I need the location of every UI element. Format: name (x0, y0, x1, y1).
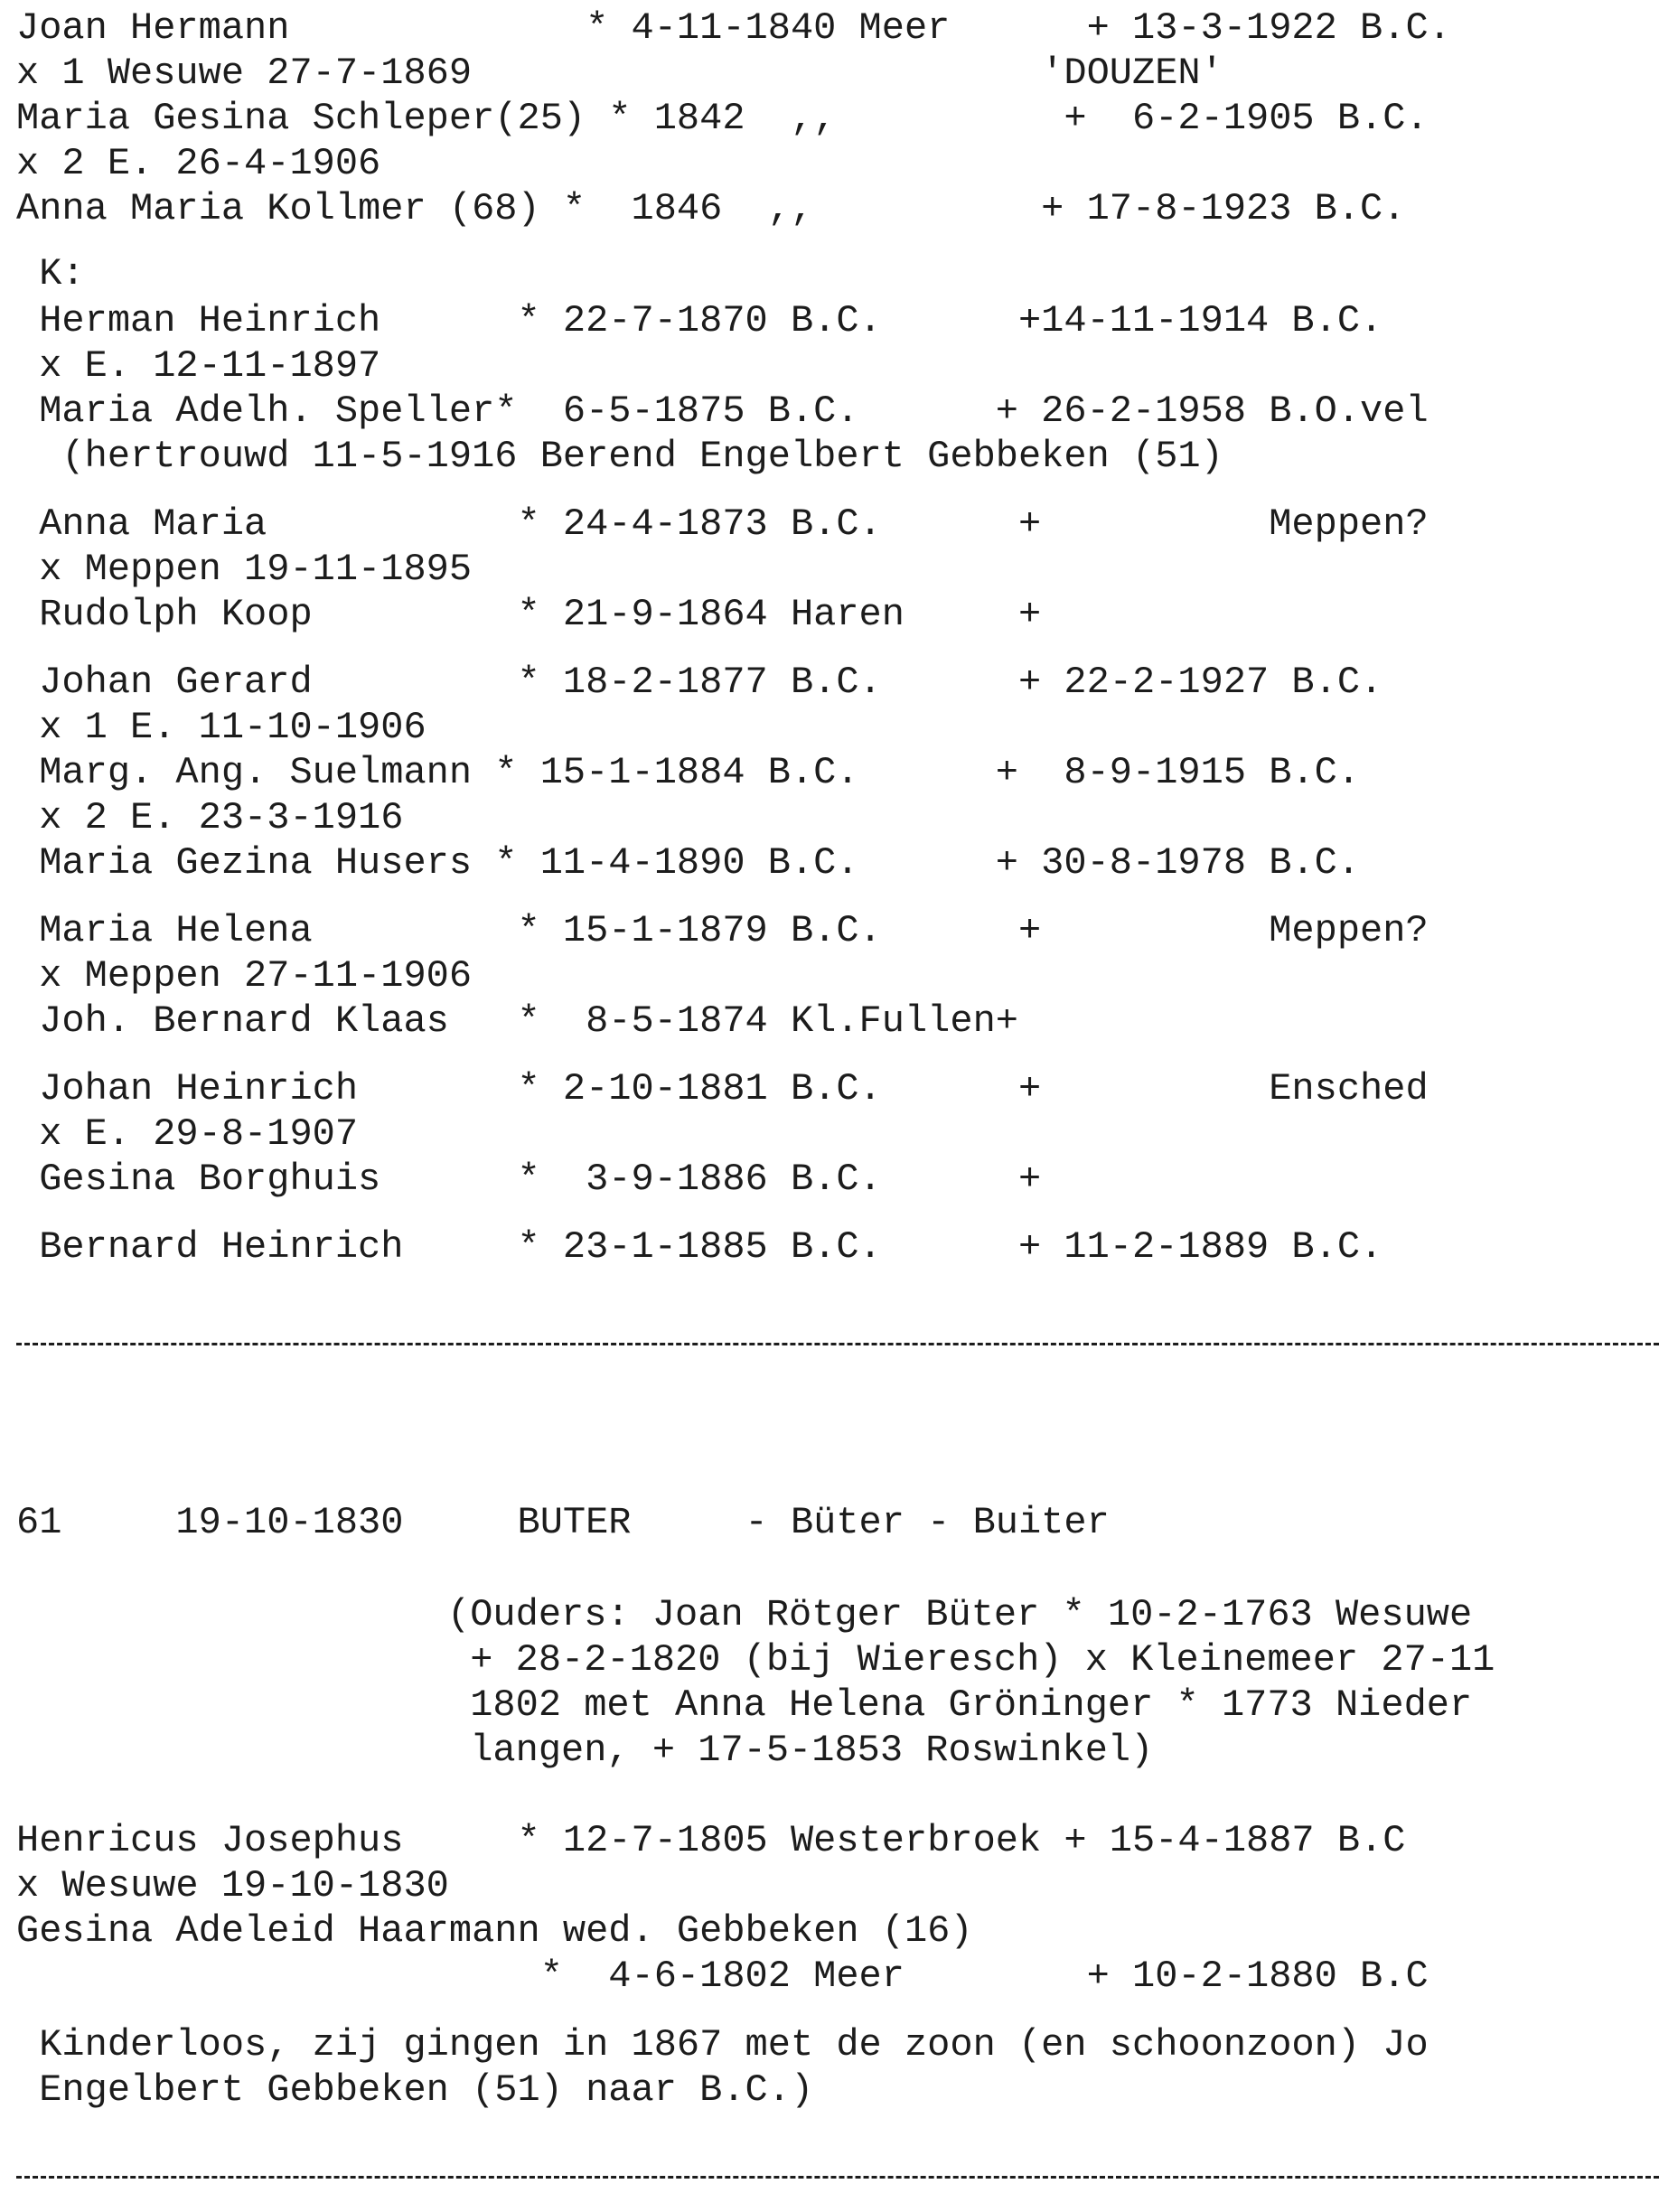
remark-line: Engelbert Gebbeken (51) naar B.C.) (16, 2068, 814, 2112)
record-header: 61 19-10-1830 BUTER - Büter - Buiter (16, 1501, 1110, 1544)
record-line: Rudolph Koop * 21-9-1864 Haren + (16, 593, 1042, 636)
record-line: Maria Gezina Husers * 11-4-1890 B.C. + 30-8-1978 B.C. (16, 841, 1361, 885)
record-line: x 1 E. 11-10-1906 (16, 706, 426, 749)
record-line: Maria Helena * 15-1-1879 B.C. + Meppen? (16, 909, 1429, 952)
record-line: Gesina Borghuis * 3-9-1886 B.C. + (16, 1158, 1042, 1201)
record-line: x E. 12-11-1897 (16, 344, 381, 388)
record-line: Bernard Heinrich * 23-1-1885 B.C. + 11-2-1889 B.C. (16, 1225, 1383, 1269)
record-line: x Wesuwe 19-10-1830 (16, 1864, 449, 1907)
parents-note: (Ouders: Joan Rötger Büter * 10-2-1763 Wesuwe (447, 1593, 1473, 1636)
record-line: Joh. Bernard Klaas * 8-5-1874 Kl.Fullen+ (16, 999, 1018, 1043)
record-line: x Meppen 19-11-1895 (16, 548, 473, 591)
record-line: Johan Gerard * 18-2-1877 B.C. + 22-2-1927 B.C. (16, 661, 1383, 704)
record-line: * 4-6-1802 Meer + 10-2-1880 B.C (16, 1954, 1429, 1998)
record-line: x 2 E. 23-3-1916 (16, 796, 404, 839)
record-line: Anna Maria * 24-4-1873 B.C. + Meppen? (16, 502, 1429, 546)
record-line: x 2 E. 26-4-1906 (16, 142, 381, 185)
record-line: Maria Gesina Schleper(25) * 1842 ,, + 6-2-1905 B.C. (16, 97, 1429, 140)
parents-note: + 28-2-1820 (bij Wieresch) x Kleinemeer 27-11 (447, 1638, 1495, 1682)
section-divider (16, 2176, 1659, 2179)
record-line: x E. 29-8-1907 (16, 1112, 359, 1156)
record-line: x 1 Wesuwe 27-7-1869 'DOUZEN' (16, 52, 1223, 95)
remark-line: Kinderloos, zij gingen in 1867 met de zoon (en schoonzoon) Jo (16, 2023, 1429, 2067)
parents-note: langen, + 17-5-1853 Roswinkel) (447, 1729, 1154, 1772)
record-line: (hertrouwd 11-5-1916 Berend Engelbert Gebbeken (51) (16, 435, 1223, 478)
record-line: Herman Heinrich * 22-7-1870 B.C. +14-11-1914 B.C. (16, 299, 1383, 342)
children-heading: K: (16, 252, 85, 295)
section-divider (16, 1343, 1659, 1345)
record-line: Anna Maria Kollmer (68) * 1846 ,, + 17-8-1923 B.C. (16, 187, 1406, 230)
record-line: Maria Adelh. Speller* 6-5-1875 B.C. + 26-2-1958 B.O.vel (16, 389, 1429, 433)
record-line: Gesina Adeleid Haarmann wed. Gebbeken (16) (16, 1909, 973, 1953)
record-line: x Meppen 27-11-1906 (16, 954, 473, 998)
record-line: Henricus Josephus * 12-7-1805 Westerbroek + 15-4-1887 B.C (16, 1819, 1406, 1862)
record-line: Joan Hermann * 4-11-1840 Meer + 13-3-1922 B.C. (16, 6, 1451, 50)
parents-note: 1802 met Anna Helena Gröninger * 1773 Nieder (447, 1683, 1473, 1727)
record-line: Marg. Ang. Suelmann * 15-1-1884 B.C. + 8-9-1915 B.C. (16, 751, 1361, 794)
record-line: Johan Heinrich * 2-10-1881 B.C. + Ensched (16, 1067, 1429, 1111)
